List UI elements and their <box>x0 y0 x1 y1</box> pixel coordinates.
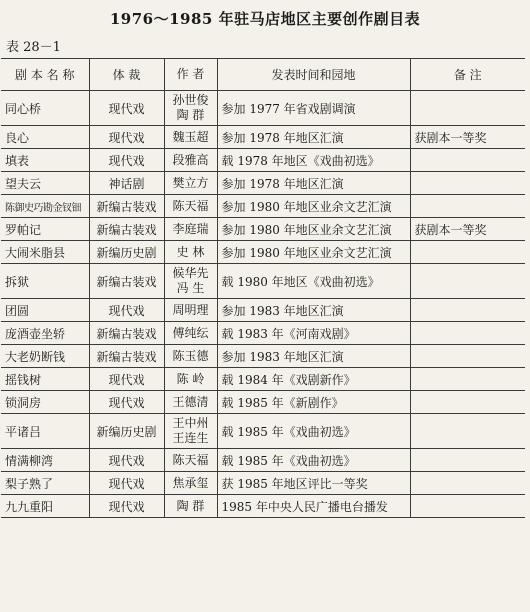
table-row <box>1 449 525 472</box>
table-row <box>1 345 525 368</box>
cell-note: 获剧本一等奖 <box>410 126 525 149</box>
cell-venue: 载 1983 年《河南戏剧》 <box>217 322 410 345</box>
table-header-row <box>1 59 525 91</box>
cell-venue: 载 1984 年《戏剧新作》 <box>217 368 410 391</box>
cell-author: 王中州 王连生 <box>164 414 217 449</box>
cell-genre: 现代戏 <box>89 449 164 472</box>
cell-name: 望夫云 <box>1 172 89 195</box>
table-row <box>1 472 525 495</box>
cell-genre: 新编古装戏 <box>89 264 164 299</box>
cell-venue: 参加 1980 年地区业余文艺汇演 <box>217 195 410 218</box>
cell-genre: 现代戏 <box>89 495 164 518</box>
cell-author: 陈玉德 <box>164 345 217 368</box>
table-row <box>1 172 525 195</box>
cell-venue: 载 1985 年《戏曲初选》 <box>217 449 410 472</box>
cell-note <box>410 449 525 472</box>
cell-note <box>410 149 525 172</box>
cell-name: 同心桥 <box>1 91 89 126</box>
cell-name: 锁洞房 <box>1 391 89 414</box>
cell-genre: 现代戏 <box>89 91 164 126</box>
cell-venue: 参加 1978 年地区汇演 <box>217 126 410 149</box>
cell-note <box>410 195 525 218</box>
cell-venue: 1985 年中央人民广播电台播发 <box>217 495 410 518</box>
table-row <box>1 368 525 391</box>
cell-venue: 载 1980 年地区《戏曲初选》 <box>217 264 410 299</box>
table-row <box>1 241 525 264</box>
cell-note <box>410 322 525 345</box>
cell-name: 拆狱 <box>1 264 89 299</box>
header-name: 剧 本 名 称 <box>1 59 89 91</box>
cell-venue: 获 1985 年地区评比一等奖 <box>217 472 410 495</box>
table-row <box>1 149 525 172</box>
cell-note: 获剧本一等奖 <box>410 218 525 241</box>
cell-name: 九九重阳 <box>1 495 89 518</box>
cell-venue: 参加 1983 年地区汇演 <box>217 299 410 322</box>
table-row <box>1 322 525 345</box>
cell-venue: 参加 1978 年地区汇演 <box>217 172 410 195</box>
cell-author: 陈天福 <box>164 449 217 472</box>
cell-note <box>410 414 525 449</box>
cell-name: 良心 <box>1 126 89 149</box>
cell-venue: 参加 1983 年地区汇演 <box>217 345 410 368</box>
cell-author: 焦承玺 <box>164 472 217 495</box>
header-venue: 发表时间和园地 <box>217 59 410 91</box>
table-row <box>1 126 525 149</box>
table-row <box>1 299 525 322</box>
page-title: 1976～1985 年驻马店地区主要创作剧目表 <box>109 10 421 28</box>
cell-genre: 新编古装戏 <box>89 345 164 368</box>
cell-genre: 新编历史剧 <box>89 414 164 449</box>
cell-name: 大闹米脂县 <box>1 241 89 264</box>
table-row <box>1 218 525 241</box>
cell-genre: 新编古装戏 <box>89 195 164 218</box>
cell-genre: 现代戏 <box>89 149 164 172</box>
cell-author: 史 林 <box>164 241 217 264</box>
table-row <box>1 414 525 449</box>
header-author: 作 者 <box>164 59 217 91</box>
cell-genre: 新编古装戏 <box>89 322 164 345</box>
table-row <box>1 264 525 299</box>
cell-author: 王德清 <box>164 391 217 414</box>
cell-name: 陈御史巧勘金钗钿 <box>1 195 89 218</box>
cell-genre: 现代戏 <box>89 126 164 149</box>
cell-venue: 参加 1980 年地区业余文艺汇演 <box>217 241 410 264</box>
header-note: 备 注 <box>410 59 525 91</box>
cell-genre: 现代戏 <box>89 368 164 391</box>
cell-author: 陈天福 <box>164 195 217 218</box>
cell-name: 梨子熟了 <box>1 472 89 495</box>
cell-author: 周明理 <box>164 299 217 322</box>
cell-genre: 新编古装戏 <box>89 218 164 241</box>
cell-venue: 载 1985 年《戏曲初选》 <box>217 414 410 449</box>
cell-note <box>410 368 525 391</box>
cell-name: 平诸吕 <box>1 414 89 449</box>
cell-author: 孙世俊 陶 群 <box>164 91 217 126</box>
cell-venue: 参加 1977 年省戏剧调演 <box>217 91 410 126</box>
cell-note <box>410 241 525 264</box>
cell-author: 傅纯纭 <box>164 322 217 345</box>
cell-note <box>410 345 525 368</box>
cell-name: 庞酒壶坐轿 <box>1 322 89 345</box>
cell-venue: 载 1978 年地区《戏曲初选》 <box>217 149 410 172</box>
cell-author: 李庭瑞 <box>164 218 217 241</box>
cell-author: 段雅高 <box>164 149 217 172</box>
cell-note <box>410 391 525 414</box>
cell-name: 团圆 <box>1 299 89 322</box>
cell-genre: 新编历史剧 <box>89 241 164 264</box>
cell-note <box>410 91 525 126</box>
table-row <box>1 195 525 218</box>
table-row <box>1 495 525 518</box>
cell-note <box>410 299 525 322</box>
cell-venue: 载 1985 年《新剧作》 <box>217 391 410 414</box>
table-row <box>1 391 525 414</box>
cell-note <box>410 495 525 518</box>
cell-author: 樊立方 <box>164 172 217 195</box>
cell-author: 魏玉超 <box>164 126 217 149</box>
repertoire-table <box>1 58 525 518</box>
cell-genre: 现代戏 <box>89 391 164 414</box>
header-genre: 体 裁 <box>89 59 164 91</box>
cell-author: 陈 岭 <box>164 368 217 391</box>
cell-name: 罗帕记 <box>1 218 89 241</box>
table-label: 表 28－1 <box>6 40 61 55</box>
cell-note <box>410 172 525 195</box>
cell-name: 大老奶断钱 <box>1 345 89 368</box>
cell-name: 情满柳湾 <box>1 449 89 472</box>
cell-genre: 现代戏 <box>89 472 164 495</box>
cell-genre: 现代戏 <box>89 299 164 322</box>
cell-note <box>410 472 525 495</box>
cell-venue: 参加 1980 年地区业余文艺汇演 <box>217 218 410 241</box>
cell-author: 陶 群 <box>164 495 217 518</box>
cell-name: 填表 <box>1 149 89 172</box>
table-row <box>1 91 525 126</box>
cell-author: 候华先 冯 生 <box>164 264 217 299</box>
cell-note <box>410 264 525 299</box>
cell-genre: 神话剧 <box>89 172 164 195</box>
cell-name: 摇钱树 <box>1 368 89 391</box>
